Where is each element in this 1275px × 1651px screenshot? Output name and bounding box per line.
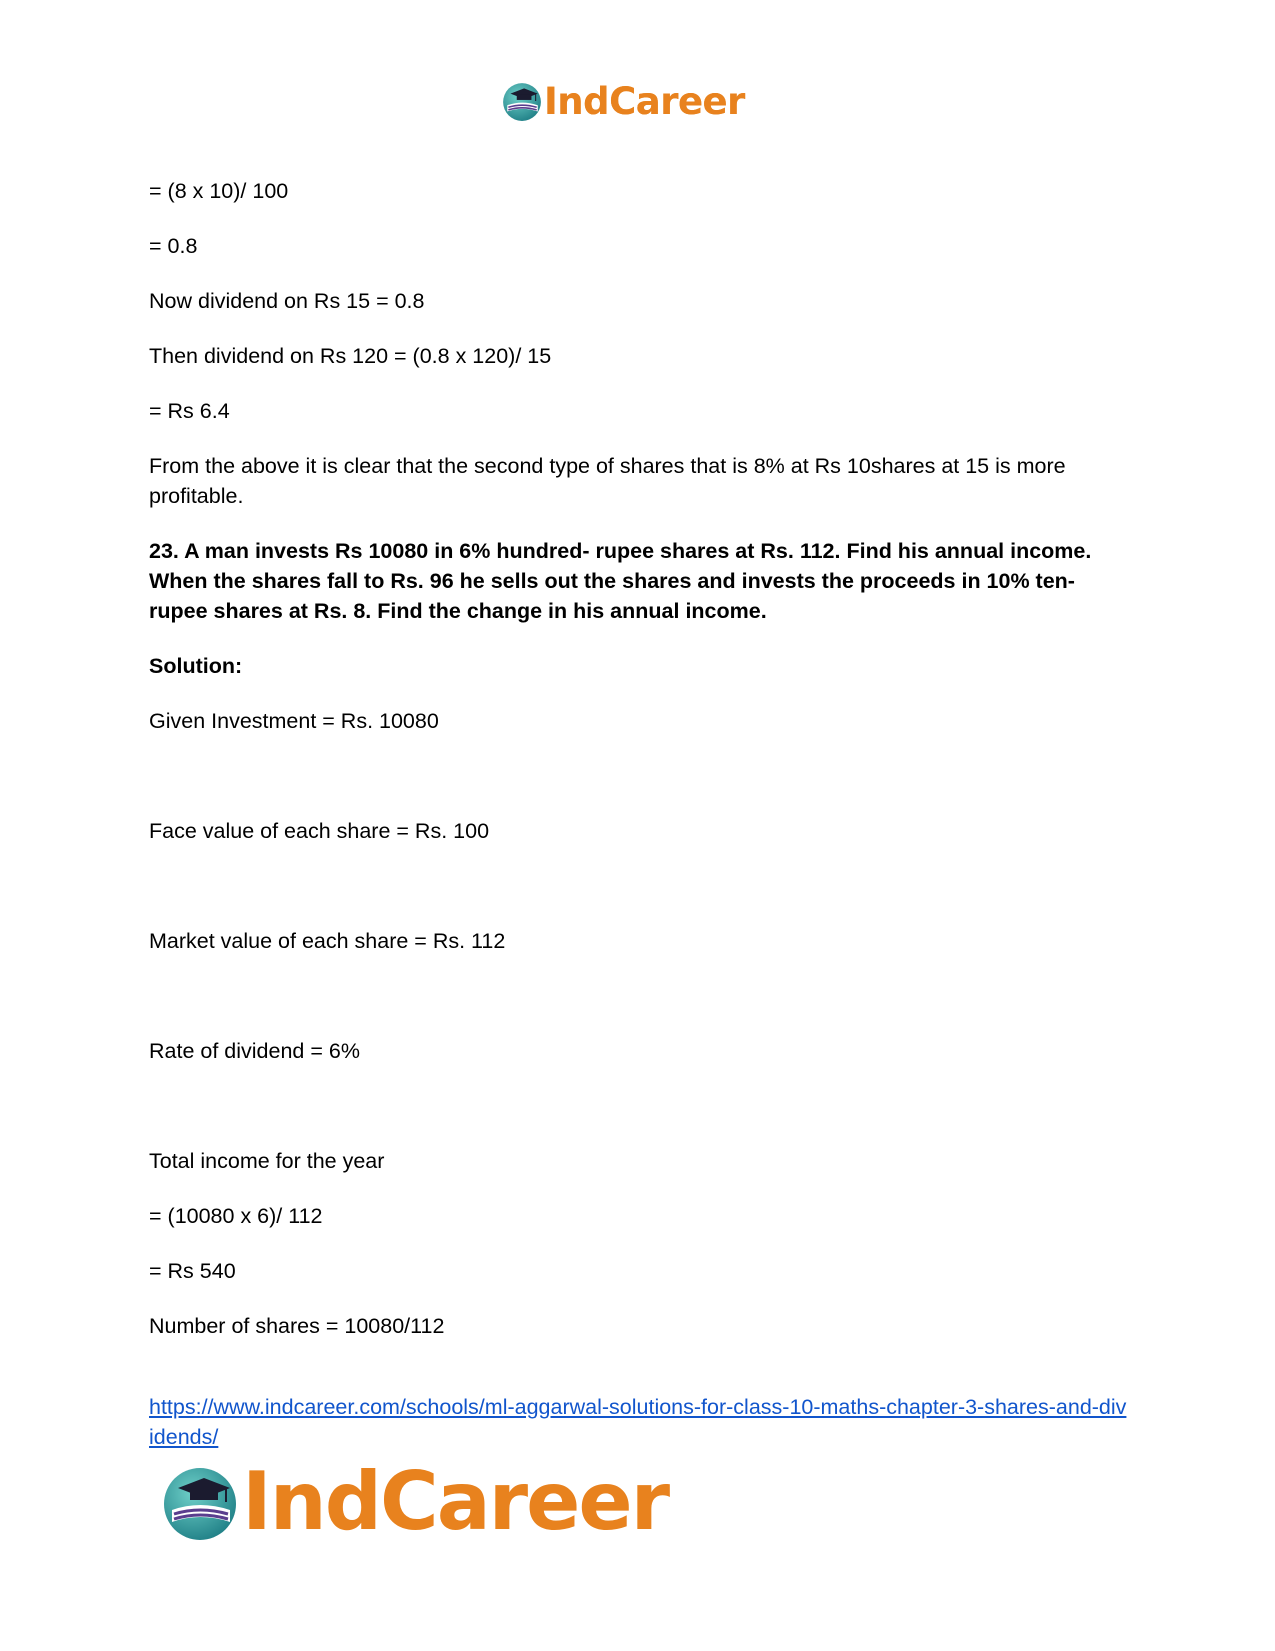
calc-line: = Rs 6.4	[149, 399, 230, 423]
solution-line: Market value of each share = Rs. 112	[149, 929, 506, 953]
calc-line: Then dividend on Rs 120 = (0.8 x 120)/ 15	[149, 344, 552, 368]
header-logo	[501, 80, 745, 122]
question-23: 23. A man invests Rs 10080 in 6% hundred- rupee shares at Rs. 112. Find his annual income. When the shares fall to Rs. 96 he sells out the shares and invests the proceeds in 10% ten-rupee shares at Rs. 8. Find the change in his annual income.	[149, 539, 1092, 623]
graduation-cap-book-icon	[160, 1462, 240, 1542]
calc-line: = 0.8	[149, 234, 198, 258]
solution-line: Rate of dividend = 6%	[149, 1039, 360, 1063]
solution-line: Given Investment = Rs. 10080	[149, 709, 439, 733]
solution-heading: Solution:	[149, 654, 243, 678]
calc-line: = (8 x 10)/ 100	[149, 179, 289, 203]
graduation-cap-book-icon	[501, 80, 543, 122]
header-logo-text: IndCareer	[544, 79, 745, 123]
solution-line: Face value of each share = Rs. 100	[149, 819, 490, 843]
footer-logo	[160, 1455, 669, 1548]
solution-line: Total income for the year	[149, 1149, 385, 1173]
solution-line: = Rs 540	[149, 1259, 236, 1283]
conclusion-paragraph: From the above it is clear that the second type of shares that is 8% at Rs 10shares at 15 is more profitable.	[149, 454, 1066, 508]
calc-line: Now dividend on Rs 15 = 0.8	[149, 289, 425, 313]
source-url-link[interactable]: https://www.indcareer.com/schools/ml-aggarwal-solutions-for-class-10-maths-chapter-3-shares-and-dividends/	[149, 1395, 1127, 1449]
document-body	[149, 176, 1129, 1366]
footer-logo-text: IndCareer	[242, 1455, 669, 1548]
solution-line: Number of shares = 10080/112	[149, 1314, 445, 1338]
solution-line: = (10080 x 6)/ 112	[149, 1204, 323, 1228]
